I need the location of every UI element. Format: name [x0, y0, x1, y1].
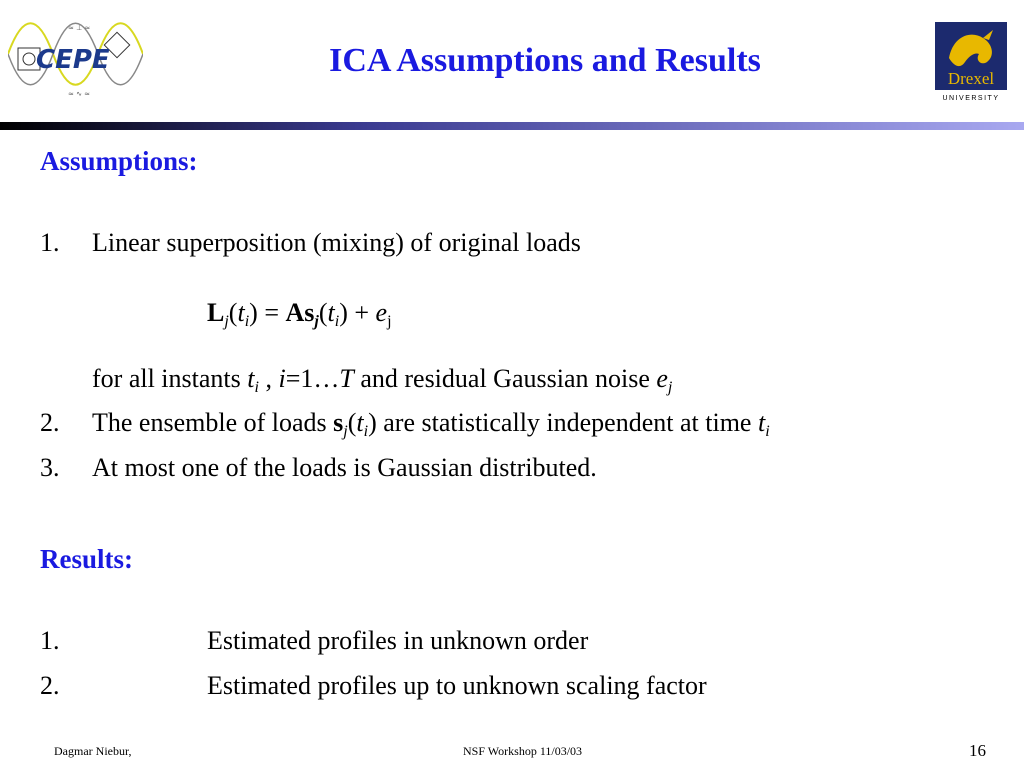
- result-1-number: 1.: [40, 626, 60, 655]
- footer-event: NSF Workshop 11/03/03: [463, 744, 583, 758]
- mixing-equation: $L_j(t_i) = As_j(t_i) + e_j$: [207, 298, 392, 330]
- assumption-1-number: 1.: [40, 228, 60, 257]
- page-number: 16: [969, 741, 986, 760]
- assumption-3-text: At most one of the loads is Gaussian distributed.: [92, 453, 597, 482]
- result-1-text: Estimated profiles in unknown order: [207, 626, 589, 655]
- svg-text:≈ ∿ ≈: ≈ ∿ ≈: [68, 90, 91, 98]
- slide-title: ICA Assumptions and Results: [329, 42, 761, 79]
- results-heading: Results:: [40, 544, 133, 574]
- cepe-logo-text: CEPE: [36, 45, 110, 75]
- assumptions-heading: Assumptions:: [40, 146, 198, 176]
- result-2-number: 2.: [40, 671, 60, 700]
- drexel-logo: [935, 22, 1007, 102]
- drexel-logo-text: Drexel: [947, 69, 995, 88]
- assumption-2-number: 2.: [40, 408, 60, 437]
- equation-condition: for all instants $t_i$ , i=1…T and residual Gaussian noise $e_j$: [92, 364, 673, 396]
- assumption-1-text: Linear superposition (mixing) of original loads: [92, 228, 581, 257]
- footer-author: Dagmar Niebur,: [54, 744, 132, 758]
- drexel-logo-subtext: UNIVERSITY: [942, 95, 1000, 102]
- result-2-text: Estimated profiles up to unknown scaling factor: [207, 671, 707, 700]
- header-divider: [0, 122, 1024, 130]
- assumption-2-text: The ensemble of loads $s_j(t_i)$ are statistically independent at time $t_i$: [92, 408, 770, 440]
- svg-text:≈ ⊥ ≈: ≈ ⊥ ≈: [68, 24, 91, 32]
- assumption-3-number: 3.: [40, 453, 60, 482]
